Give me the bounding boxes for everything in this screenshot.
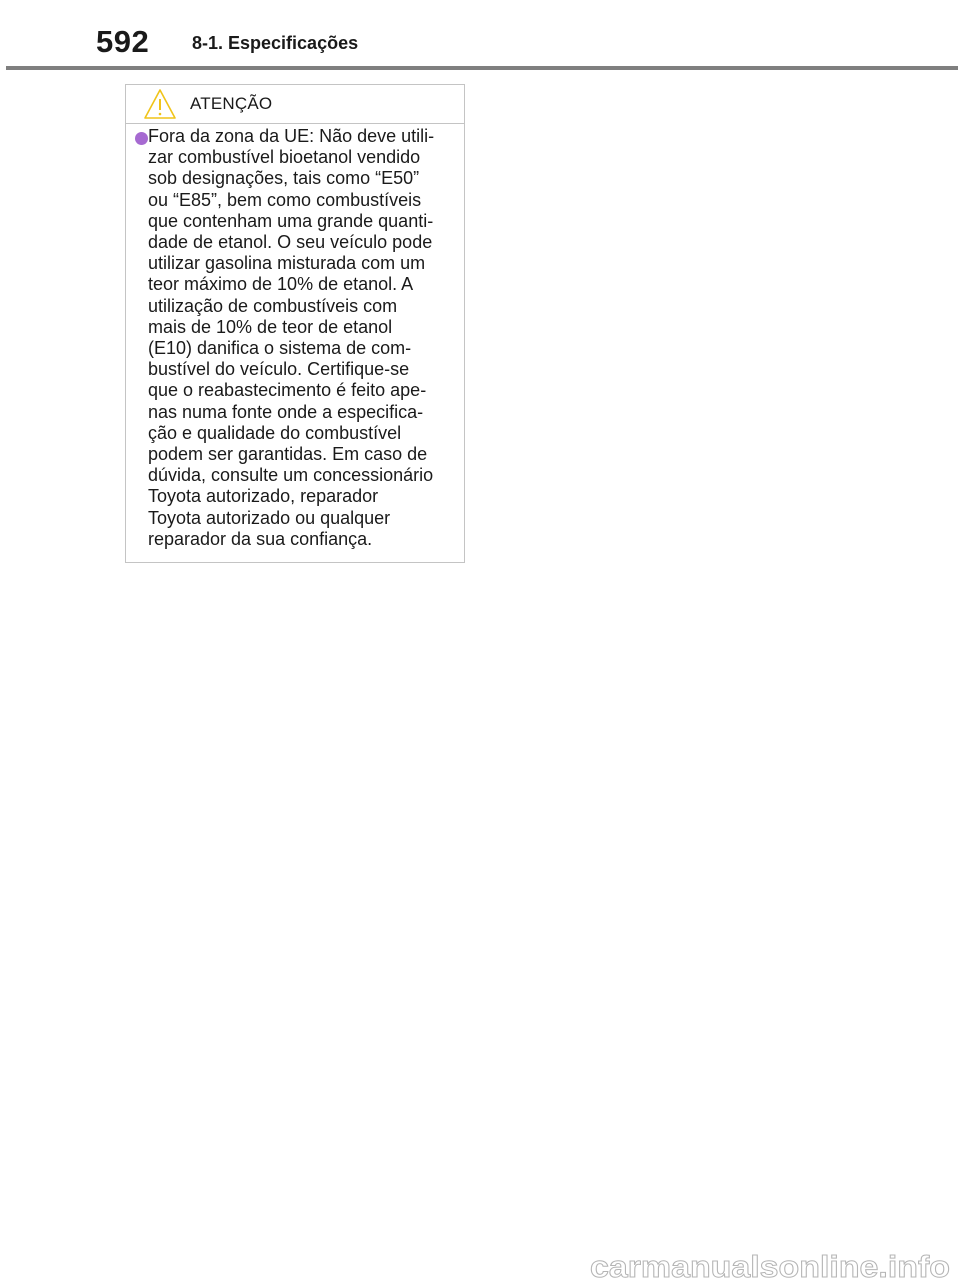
warning-header — [126, 85, 464, 124]
bullet-icon — [135, 132, 148, 145]
warning-text: Fora da zona da UE: Não deve utili- zar combustível bioetanol vendido sob designações, tais como “E50” ou “E85”, bem como combustíveis que contenham uma grande quanti- dade de etanol. O seu veículo pode utilizar gasolina misturada com um teor máximo de 10% de etanol. A utilização de combustíveis com mais de 10% de teor de etanol (E10) danifica o sistema de com- bustível do veículo. Certifique-se que o reabastecimento é feito ape- nas numa fonte onde a especifica- ção e qualidade do combustível podem ser garantidas. Em caso de dúvida, consulte um concessionário Toyota autorizado, reparador Toyota autorizado ou qualquer reparador da sua confiança. — [148, 126, 435, 549]
warning-box — [125, 84, 465, 563]
header-divider — [6, 66, 958, 70]
watermark — [590, 1251, 954, 1281]
warning-title: ATENÇÃO — [190, 94, 273, 113]
watermark-text: carmanualsonline.info — [590, 1251, 950, 1281]
section-title: 8-1. Especificações — [192, 33, 359, 53]
warning-triangle-icon — [143, 88, 177, 120]
page-header — [0, 0, 960, 72]
page-number: 592 — [96, 24, 150, 59]
